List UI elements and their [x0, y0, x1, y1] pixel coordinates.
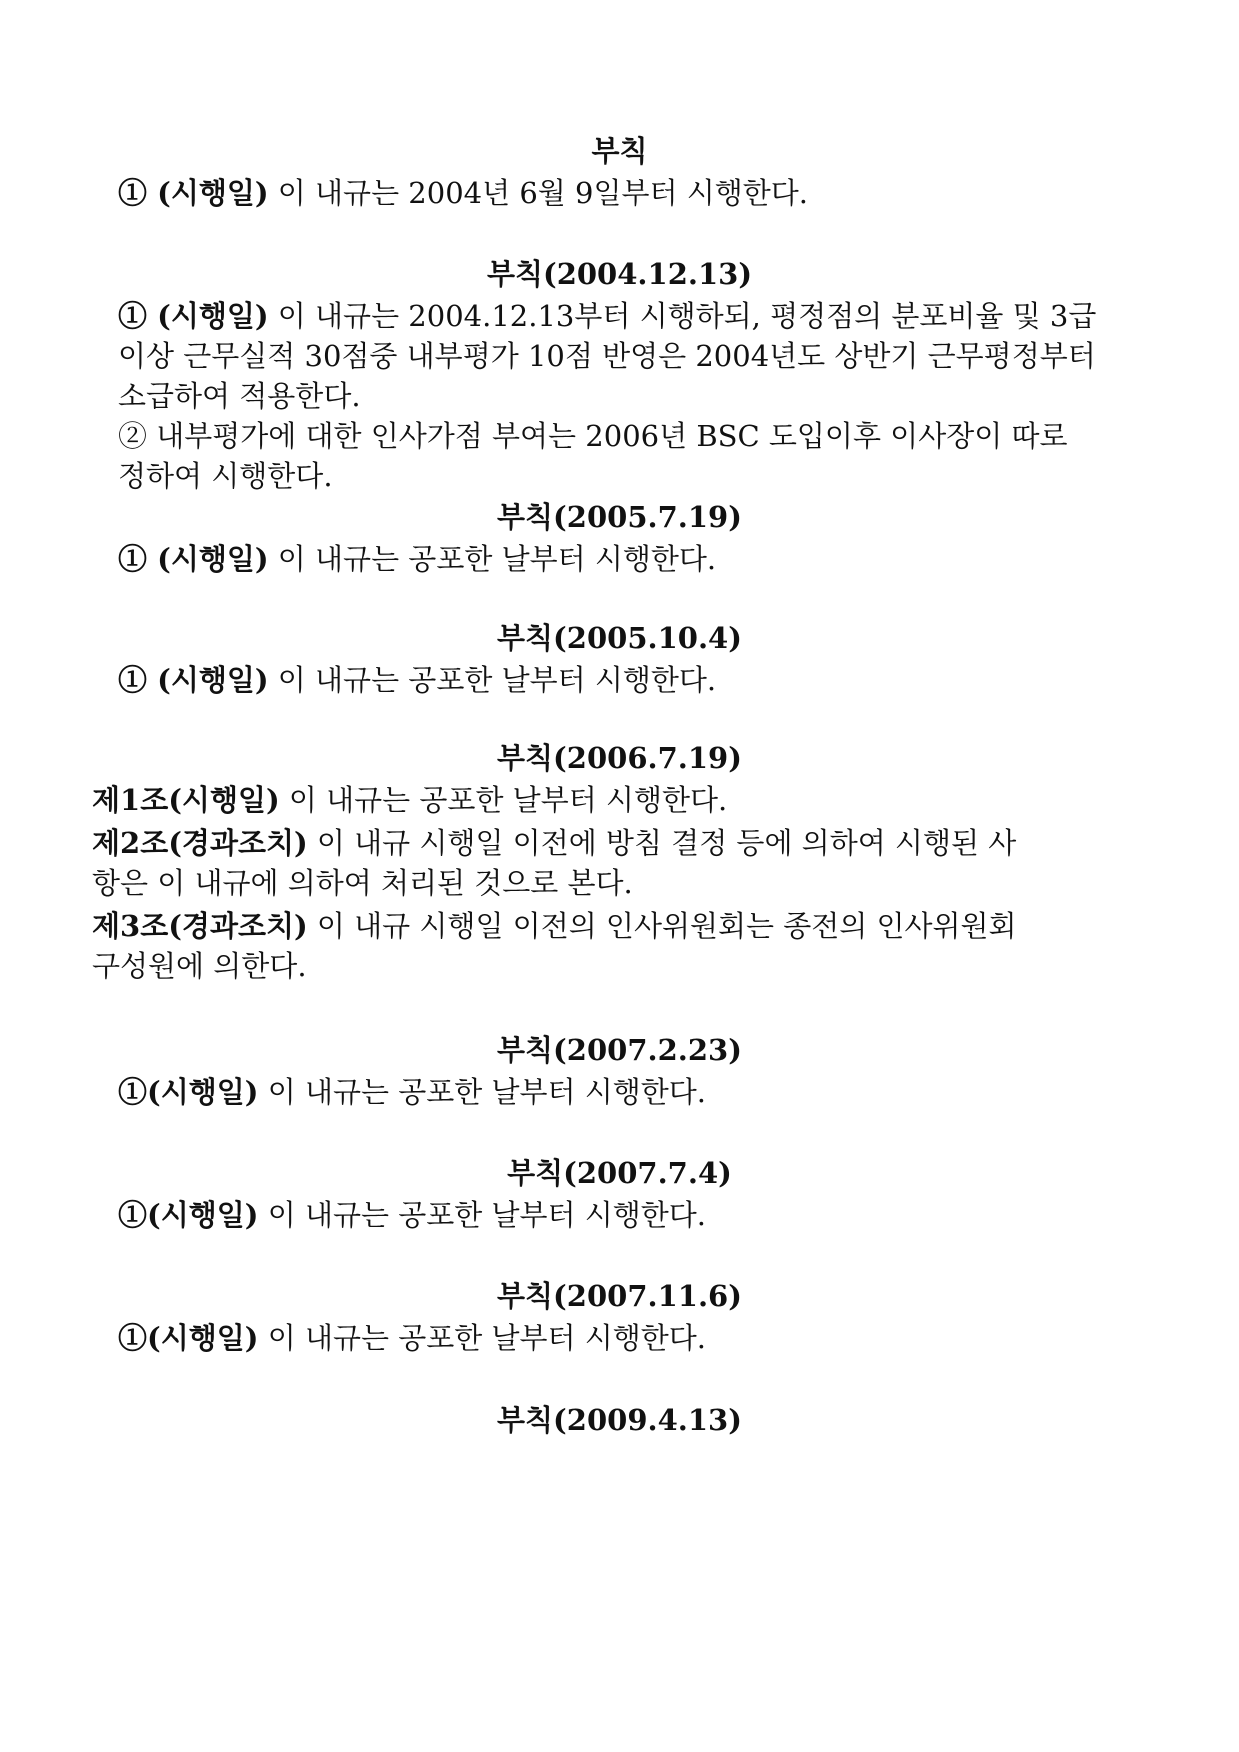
article-label: ① (시행일)	[118, 299, 269, 333]
paragraph-line: ② 내부평가에 대한 인사가점 부여는 2006년 BSC 도입이후 이사장이 따로	[118, 419, 1068, 453]
paragraph-line: 구성원에 의한다.	[92, 949, 307, 983]
paragraph-line: 소급하여 적용한다.	[118, 379, 361, 413]
line-text: 이 내규는 공포한 날부터 시행한다.	[268, 542, 717, 576]
paragraph-line	[92, 780, 727, 820]
article-label: ① (시행일)	[118, 542, 269, 576]
section-heading: 부칙(2005.10.4)	[497, 621, 742, 655]
paragraph-line	[118, 173, 808, 213]
paragraph-line	[118, 1318, 706, 1358]
line-text: 이 내규는 공포한 날부터 시행한다.	[279, 783, 728, 817]
line-text: 이 내규는 2004.12.13부터 시행하되, 평정점의 분포비율 및 3급	[268, 299, 1097, 333]
line-text: 이 내규 시행일 이전의 인사위원회는 종전의 인사위원회	[307, 909, 1017, 943]
article-label: 제2조(경과조치)	[92, 826, 308, 860]
section-heading: 부칙(2004.12.13)	[486, 257, 753, 291]
paragraph-line	[118, 1195, 706, 1235]
line-text: 이 내규는 공포한 날부터 시행한다.	[258, 1198, 707, 1232]
article-label: 제3조(경과조치)	[92, 909, 308, 943]
section-heading: 부칙(2007.11.6)	[497, 1279, 742, 1313]
section-heading: 부칙(2007.7.4)	[507, 1156, 732, 1190]
paragraph-line	[92, 823, 1016, 863]
paragraph-line	[118, 296, 1096, 336]
section-heading: 부칙	[591, 134, 648, 168]
section-heading: 부칙(2009.4.13)	[497, 1403, 742, 1437]
article-label: ① (시행일)	[118, 176, 269, 210]
line-text: 이 내규는 공포한 날부터 시행한다.	[268, 663, 717, 697]
article-label: ①(시행일)	[118, 1321, 259, 1355]
article-label: 제1조(시행일)	[92, 783, 280, 817]
article-label: ①(시행일)	[118, 1075, 259, 1109]
paragraph-line: 이상 근무실적 30점중 내부평가 10점 반영은 2004년도 상반기 근무평정부터	[118, 339, 1096, 373]
article-label: ① (시행일)	[118, 663, 269, 697]
section-heading: 부칙(2005.7.19)	[497, 500, 742, 534]
article-label: ①(시행일)	[118, 1198, 259, 1232]
section-heading: 부칙(2006.7.19)	[497, 741, 742, 775]
line-text: 이 내규는 2004년 6월 9일부터 시행한다.	[268, 176, 809, 210]
line-text: 이 내규 시행일 이전에 방침 결정 등에 의하여 시행된 사	[307, 826, 1017, 860]
line-text: 이 내규는 공포한 날부터 시행한다.	[258, 1321, 707, 1355]
paragraph-line	[118, 539, 716, 579]
paragraph-line: 정하여 시행한다.	[118, 459, 333, 493]
paragraph-line	[118, 1072, 706, 1112]
line-text: 이 내규는 공포한 날부터 시행한다.	[258, 1075, 707, 1109]
paragraph-line	[118, 660, 716, 700]
paragraph-line: 항은 이 내규에 의하여 처리된 것으로 본다.	[92, 866, 633, 900]
section-heading: 부칙(2007.2.23)	[497, 1033, 742, 1067]
paragraph-line	[92, 906, 1017, 946]
